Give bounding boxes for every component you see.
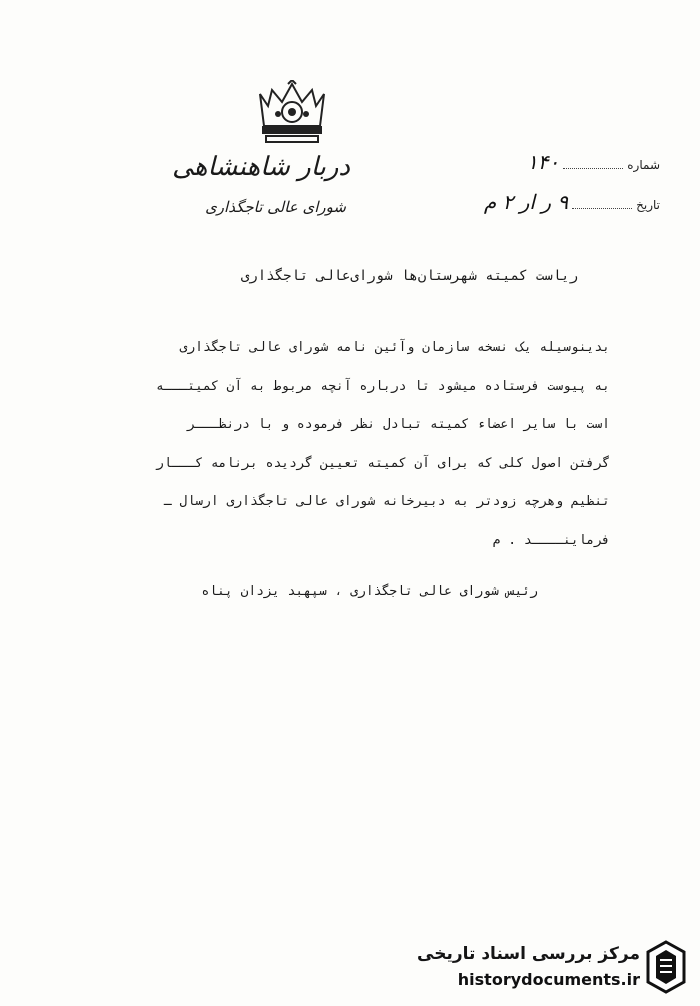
letter-number-field bbox=[527, 150, 660, 174]
dotted-line bbox=[563, 158, 623, 169]
imperial-crown-emblem-icon bbox=[252, 80, 332, 148]
date-value: ۹ ر ار ۲ م bbox=[483, 190, 569, 214]
archive-logo-icon bbox=[646, 940, 686, 994]
body-line: است با سایر اعضاء کمیته تبادل نظر فرموده و با درنظـــر bbox=[187, 417, 610, 432]
body-line: به پیوست فرستاده میشود تا درباره آنچه مربوط به آن کمیتـــه bbox=[156, 378, 610, 394]
body-line: گرفتن اصول کلی که برای آن کمیته تعیین گردیده برنامه کـــار bbox=[156, 455, 610, 471]
number-label: شماره bbox=[627, 158, 660, 172]
letter-date-field bbox=[484, 190, 660, 214]
watermark-title: مرکز بررسی اسناد تاریخی bbox=[417, 944, 640, 964]
body-line: فرماینــــد . م bbox=[492, 532, 610, 548]
watermark-url: historydocuments.ir bbox=[457, 970, 640, 989]
date-label: تاریخ bbox=[636, 198, 660, 212]
number-value: ۱۴۰ bbox=[527, 150, 560, 174]
court-title: دربار شاهنشاهی bbox=[172, 152, 350, 182]
body-line: بدینوسیله یک نسخه سازمان وآئین نامه شورای عالی تاجگذاری bbox=[179, 340, 610, 355]
letter-body bbox=[156, 338, 610, 569]
archive-watermark bbox=[416, 938, 686, 996]
council-subtitle: شورای عالی تاجگذاری bbox=[205, 198, 346, 216]
signature-line: رئیس شورای عالی تاجگذاری ، سپهبد یزدان پناه bbox=[201, 584, 538, 599]
body-line: تنظیم وهرچه زودتر به دبیرخانه شورای عالی تاجگذاری ارسال ـ bbox=[163, 494, 610, 509]
dotted-line bbox=[572, 198, 632, 209]
addressee-line: ریاست کمیته شهرستان‌ها شورای‌عالی تاجگذاری bbox=[240, 268, 578, 284]
